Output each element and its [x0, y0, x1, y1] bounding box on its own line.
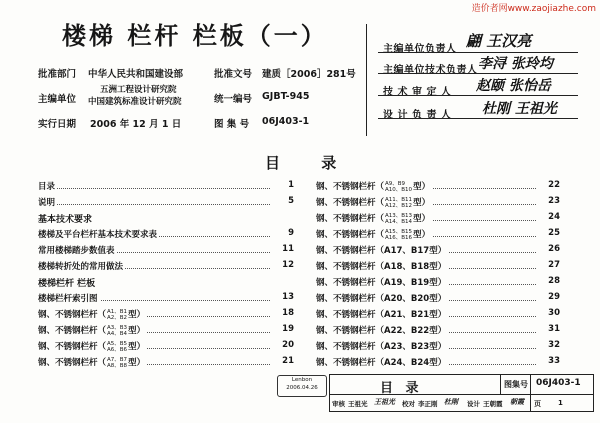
- toc-entry-page: 13: [270, 292, 294, 302]
- toc-entry[interactable]: [316, 340, 560, 353]
- atlas-no-value: 06J403-1: [262, 116, 310, 127]
- toc-entry[interactable]: [316, 356, 560, 369]
- toc-entry[interactable]: [38, 228, 294, 241]
- toc-entry-label: 钢、不锈钢栏杆（A17、B17型）: [316, 246, 447, 256]
- toc-heading-label: 基本技术要求: [38, 212, 94, 225]
- unified-no-label: 统一编号: [214, 94, 253, 105]
- toc-entry-page: 26: [536, 244, 560, 254]
- toc-entry-page: 21: [270, 356, 294, 366]
- approve-dept-value: 中华人民共和国建设部: [88, 69, 184, 80]
- unified-no-value: GJBT-945: [262, 91, 310, 102]
- title-block-col-divider: [530, 374, 531, 412]
- title-block-col-divider: [500, 374, 501, 394]
- atlas-label: 图集号: [504, 380, 528, 389]
- page-value: 1: [558, 399, 563, 407]
- approve-dept-label: 批准部门: [38, 69, 77, 80]
- toc-entry-page: 18: [270, 308, 294, 318]
- toc-entry[interactable]: [38, 308, 294, 321]
- toc-entry-label: 楼梯及平台栏杆基本技术要求表: [38, 230, 158, 240]
- responsible-role-4: 设 计 负 责 人: [383, 110, 452, 121]
- toc-entry-page: 23: [536, 196, 560, 206]
- responsible-role-2: 主编单位技术负责人: [383, 65, 478, 76]
- toc-entry-page: 11: [270, 244, 294, 254]
- watermark: 造价者网www.zaojiazhe.com: [471, 4, 596, 14]
- sheet-title: 目 录: [380, 381, 423, 396]
- toc-entry-label: 钢、不锈钢栏杆（A3、B3 A4、B4型）: [38, 324, 146, 337]
- responsible-line-2: [378, 73, 578, 74]
- responsible-signature-3: 赵颐 张怡岳: [476, 78, 551, 94]
- toc-entry-label: 钢、不锈钢栏杆（A5、B5 A6、B6型）: [38, 340, 146, 353]
- atlas-no-label: 图 集 号: [214, 119, 250, 130]
- title-block-mid-line: [329, 394, 594, 395]
- toc-entry-label: 钢、不锈钢栏杆（A15、B15 A16、B16型）: [316, 228, 431, 241]
- responsible-signature-2: 李浔 张玲均: [478, 56, 553, 72]
- responsible-line-3: [378, 95, 578, 96]
- toc-entry[interactable]: [316, 228, 560, 241]
- toc-title: 目 录: [265, 154, 355, 172]
- toc-entry[interactable]: [38, 180, 294, 193]
- toc-entry-page: 5: [270, 196, 294, 206]
- review-name: 王祖光: [348, 400, 368, 408]
- toc-entry-page: 30: [536, 308, 560, 318]
- stamp-line-1: Lenbon: [291, 377, 313, 383]
- page-label: 页: [534, 400, 541, 408]
- check-name: 李正刚: [418, 400, 438, 408]
- design-signature: 朝霞: [510, 397, 524, 406]
- publisher-stamp: [277, 375, 327, 397]
- toc-entry-label: 说明: [38, 198, 56, 208]
- toc-entry-page: 22: [536, 180, 560, 190]
- responsible-line-4: [378, 118, 578, 119]
- editor-unit-value-1: 五洲工程设计研究院: [100, 85, 177, 95]
- effective-date-label: 实行日期: [38, 119, 77, 130]
- toc-entry-page: 32: [536, 340, 560, 350]
- toc-entry-page: 28: [536, 276, 560, 286]
- toc-entry-page: 24: [536, 212, 560, 222]
- check-label: 校对: [402, 400, 415, 408]
- toc-section-heading: [38, 276, 294, 289]
- review-label: 审核: [332, 400, 345, 408]
- toc-entry-page: 31: [536, 324, 560, 334]
- toc-entry[interactable]: [38, 356, 294, 369]
- toc-entry-page: 9: [270, 228, 294, 238]
- toc-entry-label: 钢、不锈钢栏杆（A7、B7 A8、B8型）: [38, 356, 146, 369]
- toc-entry-label: 钢、不锈钢栏杆（A18、B18型）: [316, 262, 447, 272]
- check-signature: 杜刚: [444, 397, 458, 406]
- responsible-signature-1: 翩 王汉亮: [466, 32, 532, 50]
- stamp-line-2: 2006.04.26: [286, 385, 318, 391]
- editor-unit-label: 主编单位: [38, 94, 77, 105]
- toc-entry-label: 钢、不锈钢栏杆（A21、B21型）: [316, 310, 447, 320]
- responsible-role-3: 技 术 审 定 人: [383, 87, 452, 98]
- editor-unit-value-2: 中国建筑标准设计研究院: [88, 97, 182, 107]
- design-label: 设计: [467, 400, 480, 408]
- toc-entry-label: 钢、不锈钢栏杆（A22、B22型）: [316, 326, 447, 336]
- toc-entry[interactable]: [316, 276, 560, 289]
- design-name: 王朝霞: [483, 400, 503, 408]
- toc-entry-label: 常用楼梯踏步数值表: [38, 246, 115, 256]
- approval-no-label: 批准文号: [214, 69, 253, 80]
- toc-heading-label: 楼梯栏杆 栏板: [38, 276, 97, 289]
- toc-entry[interactable]: [316, 196, 560, 209]
- responsible-signature-4: 杜刚 王祖光: [482, 101, 557, 117]
- toc-entry[interactable]: [38, 244, 294, 257]
- toc-entry[interactable]: [316, 212, 560, 225]
- approval-no-value: 建质［2006］281号: [262, 69, 356, 80]
- toc-entry-label: 钢、不锈钢栏杆（A13、B13 A14、B14型）: [316, 212, 431, 225]
- toc-entry[interactable]: [38, 324, 294, 337]
- toc-entry[interactable]: [316, 292, 560, 305]
- toc-entry[interactable]: [316, 244, 560, 257]
- responsible-role-1: 主编单位负责人: [383, 44, 457, 55]
- toc-entry-page: 20: [270, 340, 294, 350]
- toc-entry-page: 12: [270, 260, 294, 270]
- toc-entry-label: 目录: [38, 182, 56, 192]
- effective-date-value: 2006 年 12 月 1 日: [90, 119, 182, 130]
- toc-entry[interactable]: [316, 308, 560, 321]
- toc-entry-label: 钢、不锈钢栏杆（A19、B19型）: [316, 278, 447, 288]
- document-title: 楼梯 栏杆 栏板（一）: [62, 22, 328, 50]
- toc-entry-label: 钢、不锈钢栏杆（A1、B1 A2、B2型）: [38, 308, 146, 321]
- toc-entry-label: 钢、不锈钢栏杆（A24、B24型）: [316, 358, 447, 368]
- toc-entry-page: 29: [536, 292, 560, 302]
- toc-entry[interactable]: [316, 260, 560, 273]
- toc-entry[interactable]: [38, 292, 294, 305]
- atlas-value: 06J403-1: [536, 378, 581, 388]
- toc-entry-label: 钢、不锈钢栏杆（A9、B9 A10、B10型）: [316, 180, 431, 193]
- toc-entry-label: 楼梯转折处的常用做法: [38, 262, 124, 272]
- toc-entry-page: 19: [270, 324, 294, 334]
- review-signature: 王祖光: [374, 397, 395, 406]
- toc-section-heading: [38, 212, 294, 225]
- toc-entry-label: 钢、不锈钢栏杆（A20、B20型）: [316, 294, 447, 304]
- toc-entry[interactable]: [316, 180, 560, 193]
- responsibles-divider: [366, 24, 367, 136]
- toc-entry[interactable]: [38, 260, 294, 273]
- toc-entry-label: 楼梯栏杆索引图: [38, 294, 98, 304]
- toc-entry[interactable]: [316, 324, 560, 337]
- toc-entry-label: 钢、不锈钢栏杆（A23、B23型）: [316, 342, 447, 352]
- toc-entry[interactable]: [38, 196, 294, 209]
- toc-entry-page: 33: [536, 356, 560, 366]
- toc-entry[interactable]: [38, 340, 294, 353]
- toc-entry-page: 1: [270, 180, 294, 190]
- toc-entry-page: 25: [536, 228, 560, 238]
- toc-entry-label: 钢、不锈钢栏杆（A11、B11 A12、B12型）: [316, 196, 431, 209]
- toc-entry-page: 27: [536, 260, 560, 270]
